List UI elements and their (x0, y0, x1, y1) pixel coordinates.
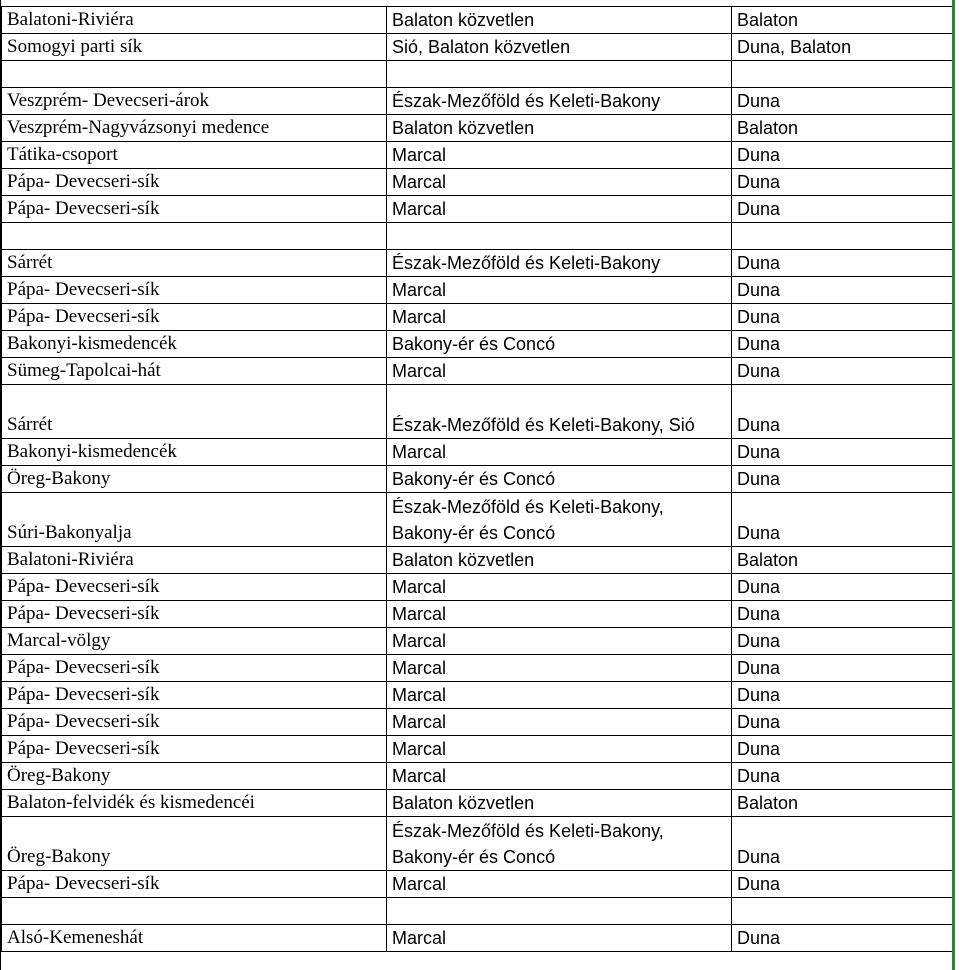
catchment-cell[interactable]: Marcal (387, 682, 732, 709)
catchment-cell[interactable]: Bakony-ér és Concó (387, 466, 732, 493)
basin-cell[interactable]: Duna (732, 817, 954, 871)
region-cell[interactable]: Pápa- Devecseri-sík (2, 682, 387, 709)
catchment-cell[interactable]: Marcal (387, 358, 732, 385)
table-body (2, 7, 954, 952)
catchment-cell[interactable]: Marcal (387, 601, 732, 628)
region-cell[interactable]: Bakonyi-kismedencék (2, 331, 387, 358)
table-row (2, 709, 954, 736)
basin-cell[interactable]: Duna (732, 655, 954, 682)
region-cell[interactable]: Bakonyi-kismedencék (2, 439, 387, 466)
region-cell[interactable]: Öreg-Bakony (2, 466, 387, 493)
region-cell[interactable] (2, 898, 387, 925)
basin-cell[interactable]: Duna, Balaton (732, 34, 954, 61)
basin-cell[interactable] (732, 898, 954, 925)
table-row (2, 628, 954, 655)
table-row (2, 115, 954, 142)
basin-cell[interactable]: Balaton (732, 7, 954, 34)
table-row (2, 547, 954, 574)
table-row (2, 601, 954, 628)
basin-cell[interactable]: Balaton (732, 547, 954, 574)
region-cell[interactable]: Pápa- Devecseri-sík (2, 709, 387, 736)
region-cell[interactable]: Pápa- Devecseri-sík (2, 736, 387, 763)
table-row (2, 7, 954, 34)
catchment-cell[interactable]: Marcal (387, 655, 732, 682)
catchment-cell[interactable]: Sió, Balaton közvetlen (387, 34, 732, 61)
catchment-cell[interactable]: Észak-Mezőföld és Keleti-Bakony, Sió (387, 385, 732, 439)
region-cell[interactable]: Somogyi parti sík (2, 34, 387, 61)
region-cell[interactable]: Pápa- Devecseri-sík (2, 871, 387, 898)
catchment-cell[interactable]: Marcal (387, 439, 732, 466)
catchment-cell[interactable]: Észak-Mezőföld és Keleti-Bakony, Bakony-ér és Concó (387, 817, 732, 871)
region-cell[interactable]: Öreg-Bakony (2, 763, 387, 790)
basin-cell[interactable]: Duna (732, 493, 954, 547)
basin-cell[interactable]: Balaton (732, 115, 954, 142)
region-cell[interactable]: Sárrét (2, 385, 387, 439)
region-cell[interactable]: Pápa- Devecseri-sík (2, 169, 387, 196)
catchment-cell[interactable]: Balaton közvetlen (387, 547, 732, 574)
region-cell[interactable]: Balatoni-Riviéra (2, 7, 387, 34)
basin-cell[interactable]: Duna (732, 682, 954, 709)
basin-cell[interactable]: Duna (732, 439, 954, 466)
basin-cell[interactable]: Duna (732, 763, 954, 790)
catchment-cell[interactable]: Észak-Mezőföld és Keleti-Bakony (387, 88, 732, 115)
region-cell[interactable]: Pápa- Devecseri-sík (2, 655, 387, 682)
region-cell[interactable]: Öreg-Bakony (2, 817, 387, 871)
table-row (2, 925, 954, 952)
basin-cell[interactable]: Duna (732, 385, 954, 439)
catchment-cell[interactable]: Marcal (387, 925, 732, 952)
table-row (2, 466, 954, 493)
table-row (2, 358, 954, 385)
region-cell[interactable]: Pápa- Devecseri-sík (2, 304, 387, 331)
table-row (2, 574, 954, 601)
catchment-cell[interactable]: Balaton közvetlen (387, 790, 732, 817)
table-row (2, 331, 954, 358)
basin-cell[interactable]: Duna (732, 736, 954, 763)
region-cell[interactable]: Tátika-csoport (2, 142, 387, 169)
region-cell[interactable] (2, 223, 387, 250)
catchment-cell[interactable]: Marcal (387, 304, 732, 331)
table-row (2, 142, 954, 169)
region-cell[interactable]: Sárrét (2, 250, 387, 277)
table-row (2, 790, 954, 817)
region-cell[interactable]: Marcal-völgy (2, 628, 387, 655)
table-row (2, 736, 954, 763)
data-table (1, 6, 954, 952)
table-row (2, 385, 954, 439)
region-cell[interactable]: Balaton-felvidék és kismedencéi (2, 790, 387, 817)
catchment-cell[interactable]: Észak-Mezőföld és Keleti-Bakony (387, 250, 732, 277)
region-cell[interactable]: Pápa- Devecseri-sík (2, 601, 387, 628)
table-row (2, 196, 954, 223)
selection-border (952, 0, 955, 970)
table-row (2, 250, 954, 277)
basin-cell[interactable]: Duna (732, 277, 954, 304)
catchment-cell[interactable] (387, 61, 732, 88)
basin-cell[interactable]: Duna (732, 358, 954, 385)
basin-cell[interactable]: Duna (732, 871, 954, 898)
table-row (2, 493, 954, 547)
basin-cell[interactable]: Duna (732, 601, 954, 628)
basin-cell[interactable]: Duna (732, 88, 954, 115)
basin-cell[interactable]: Duna (732, 925, 954, 952)
table-row (2, 898, 954, 925)
catchment-cell[interactable]: Balaton közvetlen (387, 7, 732, 34)
catchment-cell[interactable]: Marcal (387, 871, 732, 898)
catchment-cell[interactable]: Marcal (387, 763, 732, 790)
table-row (2, 169, 954, 196)
table-row (2, 88, 954, 115)
region-cell[interactable]: Sümeg-Tapolcai-hát (2, 358, 387, 385)
basin-cell[interactable]: Balaton (732, 790, 954, 817)
catchment-cell[interactable]: Marcal (387, 709, 732, 736)
basin-cell[interactable]: Duna (732, 169, 954, 196)
catchment-cell[interactable]: Balaton közvetlen (387, 115, 732, 142)
table-row (2, 682, 954, 709)
region-cell[interactable]: Pápa- Devecseri-sík (2, 574, 387, 601)
table-row (2, 277, 954, 304)
region-cell[interactable]: Pápa- Devecseri-sík (2, 277, 387, 304)
catchment-cell[interactable] (387, 223, 732, 250)
table-row (2, 223, 954, 250)
region-cell[interactable] (2, 61, 387, 88)
basin-cell[interactable] (732, 223, 954, 250)
table-row (2, 304, 954, 331)
basin-cell[interactable]: Duna (732, 304, 954, 331)
catchment-cell[interactable]: Marcal (387, 736, 732, 763)
catchment-cell[interactable]: Marcal (387, 277, 732, 304)
basin-cell[interactable]: Duna (732, 142, 954, 169)
catchment-cell[interactable]: Marcal (387, 142, 732, 169)
basin-cell[interactable]: Duna (732, 250, 954, 277)
catchment-cell[interactable]: Bakony-ér és Concó (387, 331, 732, 358)
region-cell[interactable]: Pápa- Devecseri-sík (2, 196, 387, 223)
region-cell[interactable]: Veszprém- Devecseri-árok (2, 88, 387, 115)
catchment-cell[interactable]: Marcal (387, 628, 732, 655)
basin-cell[interactable]: Duna (732, 709, 954, 736)
catchment-cell[interactable]: Marcal (387, 169, 732, 196)
catchment-cell[interactable] (387, 898, 732, 925)
region-cell[interactable]: Súri-Bakonyalja (2, 493, 387, 547)
table-row (2, 655, 954, 682)
table-row (2, 439, 954, 466)
catchment-cell[interactable]: Marcal (387, 196, 732, 223)
catchment-cell[interactable]: Észak-Mezőföld és Keleti-Bakony, Bakony-ér és Concó (387, 493, 732, 547)
catchment-cell[interactable]: Marcal (387, 574, 732, 601)
table-row (2, 871, 954, 898)
region-cell[interactable]: Veszprém-Nagyvázsonyi medence (2, 115, 387, 142)
region-cell[interactable]: Balatoni-Riviéra (2, 547, 387, 574)
basin-cell[interactable]: Duna (732, 331, 954, 358)
basin-cell[interactable]: Duna (732, 628, 954, 655)
basin-cell[interactable]: Duna (732, 574, 954, 601)
basin-cell[interactable]: Duna (732, 196, 954, 223)
basin-cell[interactable]: Duna (732, 466, 954, 493)
basin-cell[interactable] (732, 61, 954, 88)
table-row (2, 763, 954, 790)
region-cell[interactable]: Alsó-Kemeneshát (2, 925, 387, 952)
table-row (2, 61, 954, 88)
table-row (2, 34, 954, 61)
table-row (2, 817, 954, 871)
